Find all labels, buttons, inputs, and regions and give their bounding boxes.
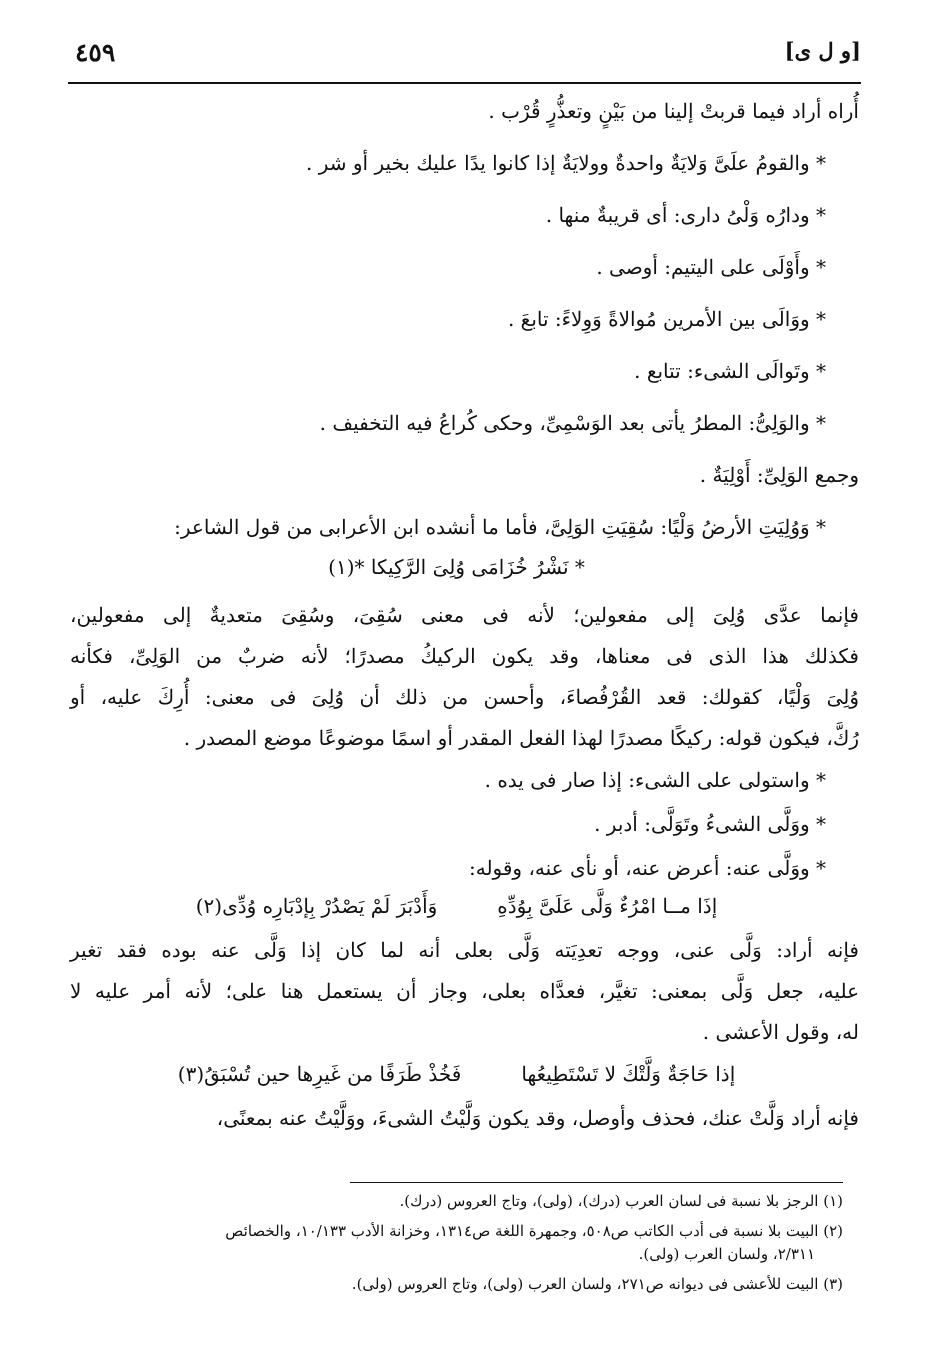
- text-line: * واستولى على الشىء: إذا صار فى يده .: [484, 768, 826, 792]
- text-line: * ودارُه وَلْىُ دارى: أى قريبةٌ منها .: [545, 203, 826, 227]
- text-line: * والوَلِىُّ: المطرُ يأتى بعد الوَسْمِىِّ، وحكى كُراعُ فيه التخفيف .: [319, 411, 826, 435]
- hemistich-first: إذَا مــا امْرُءٌ وَلَّى عَلَىَّ بِوُدِّهِ: [497, 894, 718, 918]
- text-line: * وأَوْلَى على اليتيم: أوصى .: [596, 255, 826, 279]
- text-line: * وتَوالَى الشىء: تتابع .: [634, 359, 826, 383]
- paragraph-line: عليه، جعل وَلَّى بمعنى: تغيَّر، فعدَّاه بعلى، وجاز أن يستعمل هنا على؛ لأنه أمر عليه لا: [70, 979, 859, 1003]
- text-line: * وَوُلِيَتِ الأرضُ وَلْيًا: سُقِيَتِ الوَلِىَّ، فأما ما أنشده ابن الأعرابى من قول الشاعر:: [174, 515, 826, 539]
- footnote-text: (٢) البيت بلا نسبة فى أدب الكاتب ص٥٠٨، وجمهرة اللغة ص١٣١٤، وخزانة الأدب ١٠/١٣٣، والخصائص: [225, 1222, 843, 1240]
- paragraph-line: رُكَّ، فيكون قوله: ركيكًا مصدرًا لهذا الفعل المقدر أو اسمًا موضوعًا موضع المصدر .: [183, 726, 859, 750]
- paragraph-line: وُلِىَ وَلْيًا، كقولك: قعد القُرْفُصاءَ، وأحسن من ذلك أن وُلِىَ فى معنى: أُرِكَ عليه، أو: [70, 685, 859, 709]
- verse-line: * نَشْرُ خُزَامَى وُلِىَ الرَّكِيكا *(١): [328, 555, 585, 579]
- couplet: [70, 1059, 843, 1089]
- couplet: [70, 891, 843, 921]
- text-line: * ووَلَّى عنه: أعرض عنه، أو نأى عنه، وقوله:: [468, 856, 826, 880]
- paragraph: [70, 935, 859, 1047]
- header-rule: [68, 82, 861, 84]
- hemistich-second: فَخُذْ طَرَفًا من غَيرِها حين تُسْبَقُ(٣): [177, 1062, 462, 1086]
- paragraph-line: فكذلك هذا الذى فى معناها، وقد يكون الركيكُ مصدرًا؛ لأنه ضربٌ من الوَلِىِّ، فكأنه: [70, 644, 859, 668]
- paragraph-line: له، وقول الأعشى .: [702, 1020, 859, 1044]
- text-line: * ووَالَى بين الأمرين مُوالاةً وَوِلاءً: تابعَ .: [507, 307, 826, 331]
- hemistich-first: إذا حَاجَةٌ وَلَّتْكَ لا تَسْتَطِيعُها: [521, 1062, 736, 1086]
- text-line: وجمع الوَلِىِّ: أَوْلِيَةٌ .: [699, 463, 859, 487]
- footnote-continuation: ٢/٣١١، ولسان العرب (ولى).: [638, 1245, 815, 1263]
- text-line: * ووَلَّى الشىءُ وتَوَلَّى: أدبر .: [594, 812, 826, 836]
- hemistich-second: وَأَدْبَرَ لَمْ يَصْدُرْ بِإدْبَارِه وُدِّى(٢): [195, 894, 438, 918]
- paragraph-line: فإنه أراد: وَلَّى عنى، ووجه تعدِيَته وَلَّى بعلى أنه لما كان إذا وَلَّى عنه بوده فقد تغير: [70, 938, 859, 962]
- footnote: (١) الرجز بلا نسبة فى لسان العرب (درك)، (ولى)، وتاج العروس (درك).: [399, 1192, 843, 1210]
- page-number: ٤٥٩: [75, 38, 116, 67]
- paragraph: [70, 600, 859, 753]
- text-line: * والقومُ علَىَّ وَلايَةٌ واحدةٌ وولايَةٌ إذا كانوا يدًا عليك بخير أو شر .: [306, 151, 826, 175]
- text-line: أُراه أراد فيما قربتْ إلينا من بَيْنٍ وتعذُّرٍ قُرْب .: [488, 99, 859, 123]
- footnote: (٣) البيت للأعشى فى ديوانه ص٢٧١، ولسان العرب (ولى)، وتاج العروس (ولى).: [351, 1275, 843, 1293]
- paragraph-line: فإنما عدَّى وُلِىَ إلى مفعولين؛ لأنه فى معنى سُقِىَ، وسُقِىَ متعديةٌ إلى مفعولين،: [70, 603, 859, 627]
- entry-header: [و ل ى]: [784, 38, 861, 63]
- text-line: فإنه أراد وَلَّتْ عنك، فحذف وأوصل، وقد يكون وَلَّيْتُ الشىءَ، ووَلَّيْتُ عنه بمعنًى،: [216, 1106, 859, 1130]
- main-text: [70, 96, 859, 1155]
- footnotes: [70, 1190, 843, 1303]
- footnote: [70, 1220, 843, 1266]
- footnote-rule: [350, 1182, 843, 1183]
